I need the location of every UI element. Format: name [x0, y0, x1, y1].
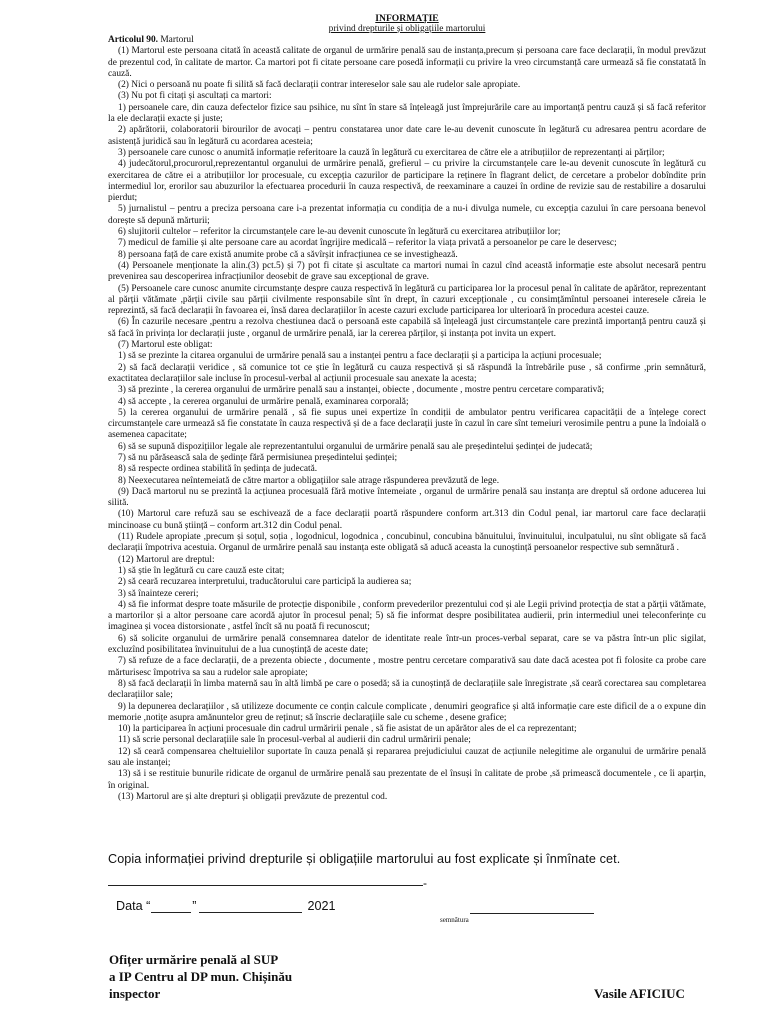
article-paragraph: 12) să ceară compensarea cheltuielilor suportate în cauza penală și repararea prejudiciului cauzat de acțiunile nelegitime ale organului de urmărire penală sau ale instanței;	[108, 746, 706, 768]
article-name: Martorul	[158, 35, 194, 45]
confirmation-text: Copia informației privind drepturile și obligațiile martorului au fost explicate și înmînate cet.	[108, 852, 621, 866]
article-paragraph: 5) jurnalistul – pentru a preciza persoana care i-a prezentat informația cu condiția de a nu-i divulga numele, cu excepția cazului în care persoana benevol dorește să depună mărturii;	[108, 204, 706, 226]
article-paragraph: 3) persoanele care cunosc o anumită informație referitoare la cauză în legătură cu exercitarea de către ele a atribuțiilor de reprezentanți ai părților;	[118, 147, 665, 158]
document-subtitle: privind drepturile și obligațiile martorului	[328, 24, 486, 34]
article-paragraph: (3) Nu pot fi citați și ascultați ca martori:	[118, 91, 272, 102]
article-paragraph: (7) Martorul este obligat:	[118, 340, 213, 351]
officer-block	[109, 951, 409, 1002]
article-paragraph: 6) să solicite organului de urmărire penală consemnarea datelor de identitate reale într-un proces-verbal separat, care se va păstra într-un plic sigilat, excluzînd posibilitatea învinuitului de a lua cunoștință de aceste date;	[108, 633, 706, 656]
officer-line-2: a IP Centru al DP mun. Chișinău	[109, 969, 293, 984]
article-paragraph: 3) să prezinte , la cererea organului de urmărire penală sau a instanței, obiecte , documente , mostre pentru cercetare comparativă;	[118, 385, 605, 396]
signature-line	[470, 913, 594, 914]
signature-label: semnătura	[440, 916, 469, 924]
document-body	[108, 13, 706, 803]
article-paragraph: 7) să refuze de a face declarații, de a prezenta obiecte , documente , mostre pentru cercetare comparativă sau date dacă acestea pot fi folosite ca probe care mărturisesc împotriva sa sau a rudelor sale apropiate;	[108, 656, 706, 678]
article-paragraph: (9) Dacă martorul nu se prezintă la acțiunea procesuală fără motive întemeiate , organul de urmărire penală sau instanța are dreptul să ordone aducerea lui silită.	[108, 486, 706, 509]
day-blank	[151, 901, 191, 913]
officer-line-3: inspector	[109, 986, 161, 1001]
article-paragraph: 8) să respecte ordinea stabilită în ședința de judecată.	[118, 464, 318, 475]
article-paragraph: 5) la cererea organului de urmărire penală , să fie supus unei expertize în condiții de ambulator pentru verificarea capacității de a înțelege corect circumstanțele care urmează să fie constatate în cauza respectivă și de a face declarații juste în cazul în care sînt temeiuri verosimile pentru a pune la îndoială o asemenea capacitate;	[108, 407, 706, 441]
article-paragraph: 2) apărătorii, colaboratorii birourilor de avocați – pentru constatarea unor date care le-au devenit cunoscute în legătură cu adresarea pentru acordare de asistență juridică sau în legătură cu acordarea acesteia;	[108, 125, 706, 147]
article-paragraphs	[108, 46, 706, 803]
article-paragraph: 9) la depunerea declarațiilor , să utilizeze documente ce conțin calcule complicate , denumiri geografice și altă informație care este dificil de a o expune din memorie ,notițe asupra amănuntelor greu de reținut; să înscrie declarațiile sale cu scheme , desene grafice;	[108, 701, 706, 723]
article-paragraph: 2) să ceară recuzarea interpretului, traducătorului care participă la audierea sa;	[118, 577, 412, 588]
date-year: 2021	[307, 899, 336, 913]
article-paragraph: 6) slujitorii cultelor – referitor la circumstanțele care le-au devenit cunoscute în legătură cu exercitarea atribuțiilor lor;	[118, 227, 561, 238]
article-paragraph: 7) să nu părăsească sala de ședințe fără permisiunea președintelui ședinței;	[118, 452, 398, 463]
article-paragraph: 6) să se supună dispozițiilor legale ale reprezentantului organului de urmărire penală sau ale președintelui ședinței de judecată;	[118, 441, 593, 452]
name-line-dash: -	[423, 876, 427, 890]
name-blank-line	[108, 885, 423, 886]
article-paragraph: (5) Persoanele care cunosc anumite circumstanțe despre cauza respectivă în legătură cu participarea lor la procesul penal în calitate de apărător, reprezentant al părții vătămate ,părții civile sau părții civilmente responsabile sînt în drept, în cazuri excepționale , cu consimțămîntul persoanei interesele căreia le reprezintă, să facă declarații în favoarea ei, însă darea declarațiilor în aceste cazuri exclude participarea lor ulterioară în procedura acestei cauze.	[108, 283, 706, 317]
month-blank	[199, 901, 302, 913]
date-label: Data “	[116, 899, 151, 913]
date-quote-close: ”	[192, 899, 197, 913]
article-paragraph: 4) judecătorul,procurorul,reprezentantul organului de urmărire penală, grefierul – cu privire la circumstanțele care le-au devenit cunoscute în legătură cu exercitarea de către ei a atribuțiilor lor procesuale, cu excepția cazurilor de participare la reținere în flagrant delict, de cercetare a probelor dobîndite prin intermediul lor, erorilor sau abuzurilor la efectuarea procedurii în cauza respectivă, de reexaminare a cauzei în ordine de revizie sau de restabilire a dosarului pierdut;	[108, 159, 706, 204]
article-paragraph: 10) la participarea în acțiuni procesuale din cadrul urmăririi penale , să fie asistat de un apărător ales de el ca reprezentant;	[118, 724, 577, 735]
article-paragraph: (2) Nici o persoană nu poate fi silită să facă declarații contrar intereselor sale sau ale rudelor sale apropiate.	[118, 80, 521, 91]
article-paragraph: (10) Martorul care refuză sau se eschivează de a face declarații poartă răspundere conform art.313 din Codul penal, iar martorul care face declarații mincinoase cu bună știință – conform art.312 din Codul penal.	[108, 509, 706, 531]
article-paragraph: 2) să facă declarații veridice , să comunice tot ce știe în legătură cu cauza respectivă și să răspundă la întrebările puse , să confirme ,prin semnătură, exactitatea declarațiilor sale incluse în procesul-verbal al acțiunii procesuale sau anexate la acesta;	[108, 362, 706, 384]
article-paragraph: 8) Neexecutarea neîntemeiată de către martor a obligațiilor sale atrage răspunderea prevăzută de lege.	[118, 475, 500, 486]
article-paragraph: (4) Persoanele menționate la alin.(3) pct.5) și 7) pot fi citate și ascultate ca martori numai în cazul cînd această informație este absolut necesară pentru prevenirea sau descoperirea infracțiunilor deosebit de grave sau excepțional de grave.	[108, 260, 706, 283]
date-row	[116, 899, 336, 913]
article-paragraph: 3) să înainteze cereri;	[118, 588, 199, 599]
article-paragraph: 1) persoanele care, din cauza defectelor fizice sau psihice, nu sînt în stare să înțeleagă just împrejurările care au importanță pentru cauză și să facă referitor la ele declarații exacte și juste;	[108, 102, 706, 125]
article-paragraph: 8) să facă declarații în limba maternă sau în altă limbă pe care o posedă; să ia cunoștință de declarațiile sale înregistrate ,să ceară corectarea sau completarea declarațiilor sale;	[108, 678, 706, 701]
article-paragraph: 1) să știe în legătură cu care cauză este citat;	[118, 565, 285, 576]
article-paragraph: (13) Martorul are și alte drepturi și obligații prevăzute de prezentul cod.	[118, 791, 388, 802]
article-paragraph: (11) Rudele apropiate ,precum și soțul, soția , logodnicul, logodnica , concubinul, concubina bănuitului, învinuitului, inculpatului, nu sînt obligate să facă declarații împotriva acestuia. Organul de urmărire penală sau instanța este obligată să aducă aceasta la cunoștință persoanelor respective sub semnătură .	[108, 532, 706, 554]
article-paragraph: (6) În cazurile necesare ,pentru a rezolva chestiunea dacă o persoană este capabilă să înțeleagă just circumstanțele care prezintă importanță pentru cauză și să facă în privința lor declarații juste , organul de urmărire penală, iar la cererea părților, și instanța pot invita un expert.	[108, 317, 706, 339]
article-label: Articolul 90.	[108, 35, 158, 45]
officer-name: Vasile AFICIUC	[594, 986, 685, 1001]
article-paragraph: 4) să accepte , la cererea organului de urmărire penală, examinarea corporală;	[118, 396, 409, 407]
article-paragraph: 11) să scrie personal declarațiile sale în procesul-verbal al audierii din cadrul urmăririi penale;	[118, 735, 471, 746]
article-paragraph: 4) să fie informat despre toate măsurile de protecție disponibile , conform prevederilor prezentului cod și ale Legii privind protecția de stat a părții vătămate, a martorilor și a altor persoane care acordă ajutor în procesul penal; 5) să fie informat despre posibilitatea audierii, prin intermediul unei teleconferințe cu imaginea și vocea distorsionate , astfel încît să nu poată fi recunoscut;	[108, 599, 706, 633]
article-paragraph: (12) Martorul are dreptul:	[118, 554, 215, 565]
article-paragraph: 1) să se prezinte la citarea organului de urmărire penală sau a instanței pentru a face declarații și a participa la acțiuni procesuale;	[118, 351, 602, 362]
article-paragraph: 8) persoana față de care există anumite probe că a săvîrșit infracțiunea ce se investighează.	[118, 249, 458, 260]
document-title: INFORMAȚIE	[375, 13, 439, 24]
article-paragraph: 7) medicul de familie și alte persoane care au acordat îngrijire medicală – referitor la viața privată a persoanelor pe care le deservesc;	[118, 238, 617, 249]
article-heading	[108, 35, 706, 46]
officer-line-1: Ofițer urmărire penală al SUP	[109, 952, 279, 967]
article-paragraph: 13) să i se restituie bunurile ridicate de organul de urmărire penală sau prezentate de el însuși în calitate de probe ,să primească documentele , ce îi aparțin, în original.	[108, 769, 706, 791]
article-paragraph: (1) Martorul este persoana citată în această calitate de organul de urmărire penală sau de instanța,precum și persoana care face declarații, în modul prevăzut de prezentul cod, în calitate de martor. Ca martori pot fi citate persoane care posedă informații cu privire la vreo circumstanță care urmează să fie constatată în cauză.	[108, 46, 706, 79]
